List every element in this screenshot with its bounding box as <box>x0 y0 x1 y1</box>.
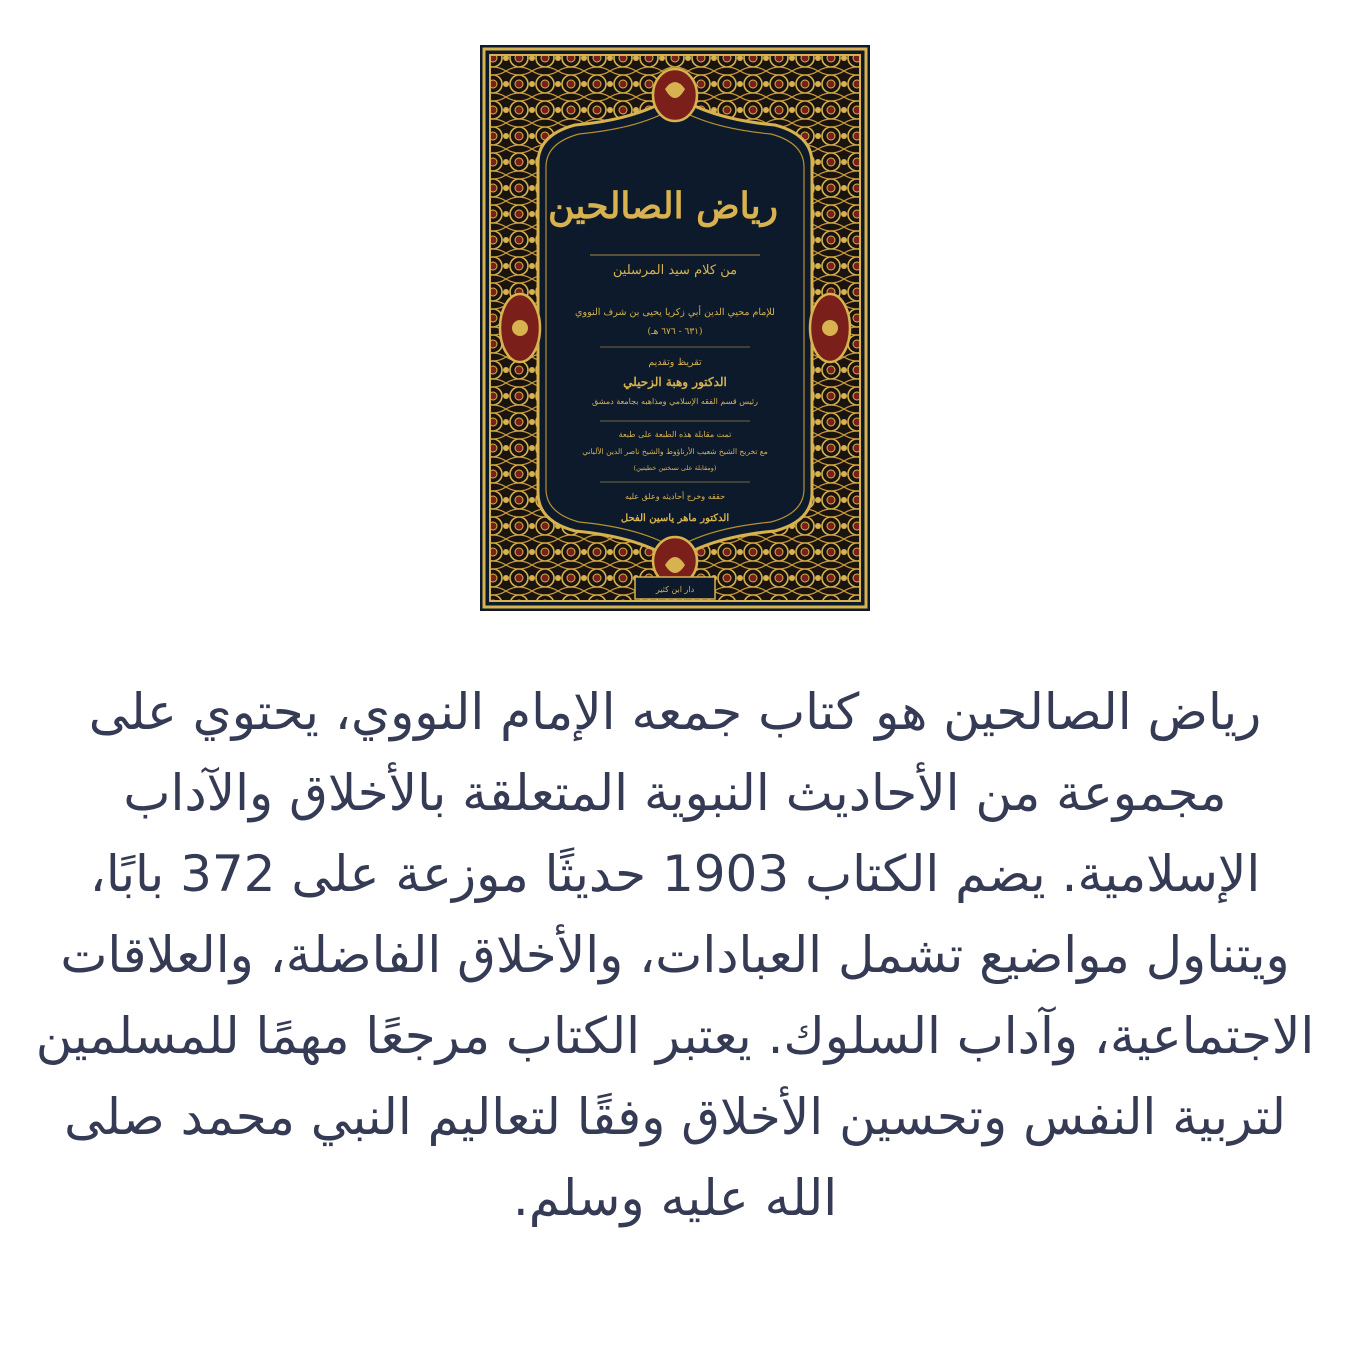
cover-title: رياض الصالحين <box>547 185 778 227</box>
cover-publisher: دار ابن كثير <box>655 585 695 594</box>
book-cover-image <box>480 45 870 611</box>
cover-intro-label: تقريظ وتقديم <box>648 357 702 368</box>
cover-intro-role: رئيس قسم الفقه الإسلامي ومذاهبه بجامعة دمشق <box>592 397 758 406</box>
cover-subtitle: من كلام سيد المرسلين <box>612 263 738 278</box>
cover-editor-label: حققه وخرج أحاديثه وعلق عليه <box>624 492 726 501</box>
cover-collation-line-1: تمت مقابلة هذه الطبعة على طبعة <box>618 430 732 439</box>
cover-editor-name: الدكتور ماهر ياسين الفحل <box>620 513 730 524</box>
cover-author: للإمام محيي الدين أبي زكريا يحيى بن شرف النووي <box>575 307 775 318</box>
cover-collation-line-2: مع تخريج الشيخ شعيب الأرناؤوط والشيخ ناصر الدين الألباني <box>582 447 768 456</box>
cover-dates: (٦٣١ - ٦٧٦ هـ) <box>647 327 703 337</box>
cover-intro-name: الدكتور وهبة الزحيلي <box>623 375 727 389</box>
book-description: رياض الصالحين هو كتاب جمعه الإمام النووي، يحتوي على مجموعة من الأحاديث النبوية المتعلقة بالأخلاق والآداب الإسلامية. يضم الكتاب 1903 حديثًا موزعة على 372 بابًا، ويتناول مواضيع تشمل العبادات، والأخلاق الفاضلة، والعلاقات الاجتماعية، وآداب السلوك. يعتبر الكتاب مرجعًا مهمًا للمسلمين لتربية النفس وتحسين الأخلاق وفقًا لتعاليم النبي محمد صلى الله عليه وسلم. <box>35 683 1315 1227</box>
cover-collation-line-3: (ومقابلة على نسختين خطيتين) <box>633 464 717 472</box>
